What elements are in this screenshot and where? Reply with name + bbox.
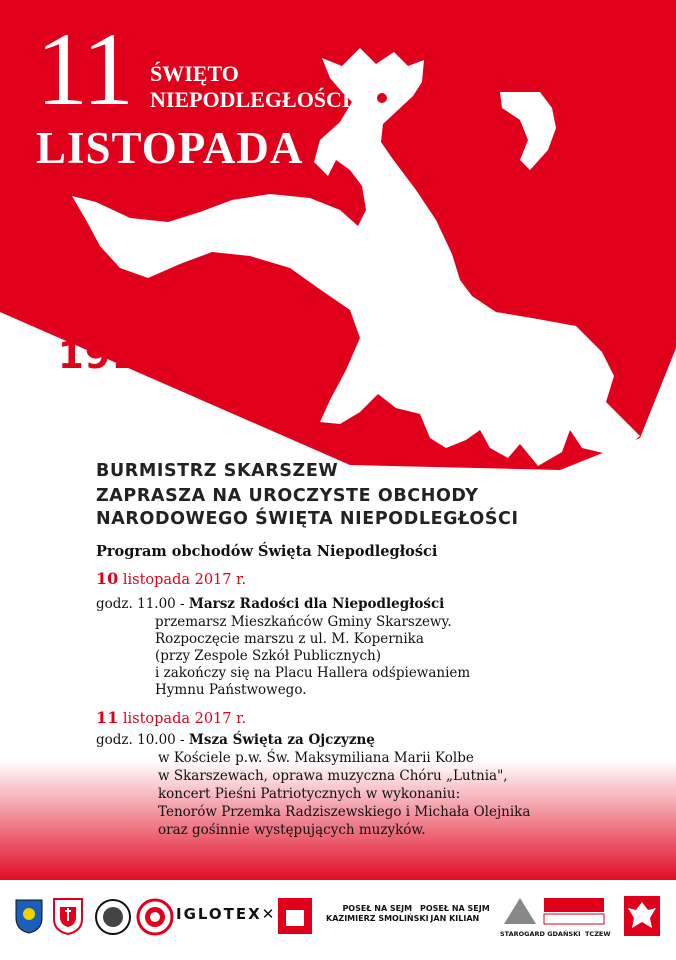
patriotic-club-logo-icon (136, 898, 174, 936)
iglotex-x-icon: ✕ (261, 905, 277, 923)
sponsor-2-role: POSEŁ NA SEJM (420, 904, 490, 913)
day-1-event (96, 596, 444, 612)
day-1-date (96, 569, 246, 588)
sponsor-2 (420, 904, 490, 924)
iglotex-logo (176, 905, 276, 923)
day-2-event (96, 732, 375, 748)
day-1-date-text: listopada 2017 r. (122, 572, 247, 588)
day-2-date-number: 11 (96, 708, 119, 727)
day-1-date-number: 10 (96, 569, 119, 588)
day-2-detail-1: w Kościele p.w. Św. Maksymiliana Marii Kolbe (158, 750, 474, 766)
title-month: LISTOPADA (36, 123, 304, 173)
association-round-logo-icon (94, 898, 132, 936)
sponsor-2-name: JAN KILIAN (430, 914, 480, 923)
day-2-detail-5: oraz gośinnie występujących muzyków. (158, 822, 426, 838)
day-2-date (96, 708, 246, 727)
day-1-detail-1: przemarsz Mieszkańców Gminy Skarszewy. (155, 614, 452, 630)
city-starogard: STAROGARD GDAŃSKI (500, 930, 581, 938)
gazeta-polska-club-logo-icon (500, 894, 610, 930)
gmina-shield-icon (52, 897, 84, 935)
sponsor-1-role: POSEŁ NA SEJM (342, 904, 413, 913)
skarszewy-coat-of-arms-icon (14, 898, 44, 934)
program-title: Program obchodów Święta Niepodległości (96, 543, 438, 560)
sponsor-1-name: KAZIMIERZ SMOLIŃSKI (326, 914, 429, 923)
day-1-time: godz. 11.00 - (96, 596, 189, 612)
invitation-line-2: ZAPRASZA NA UROCZYSTE OBCHODY (96, 486, 479, 506)
day-1-detail-5: Hymnu Państwowego. (155, 682, 307, 698)
day-2-event-title: Msza Święta za Ojczyznę (188, 732, 375, 748)
day-1-detail-3: (przy Zespole Szkół Publicznych) (155, 648, 381, 664)
sponsor-1 (326, 904, 429, 924)
day-2-date-text: listopada 2017 r. (122, 711, 247, 727)
years-range: 1918 - 2017 (58, 334, 317, 377)
day-2-detail-3: koncert Pieśni Patriotycznych w wykonaniu: (158, 786, 461, 802)
day-2-time: godz. 10.00 - (96, 732, 189, 748)
day-1-detail-2: Rozpoczęcie marszu z ul. M. Kopernika (155, 631, 424, 647)
invitation-line-1: BURMISTRZ SKARSZEW (96, 461, 339, 481)
title-swieto: ŚWIĘTO (150, 61, 239, 86)
day-2-detail-4: Tenorów Przemka Radziszewskiego i Michała Olejnika (158, 804, 531, 820)
iglotex-text: IGLOTEX (176, 905, 262, 923)
city-tczew: TCZEW (585, 930, 611, 938)
day-1-detail-4: i zakończy się na Placu Hallera odśpiewaniem (155, 665, 471, 681)
title-niepodleglosci: NIEPODLEGŁOŚCI (150, 87, 351, 112)
day-2-detail-2: w Skarszewach, oprawa muzyczna Chóru „Lutnia", (158, 768, 508, 784)
nie-lipy-logo-icon (276, 896, 314, 936)
invitation-line-3: NARODOWEGO ŚWIĘTA NIEPODLEGŁOŚCI (96, 509, 519, 529)
ruch-eagle-logo-icon (622, 894, 662, 938)
title-day: 11 (36, 12, 133, 127)
day-1-event-title: Marsz Radości dla Niepodległości (188, 596, 445, 612)
